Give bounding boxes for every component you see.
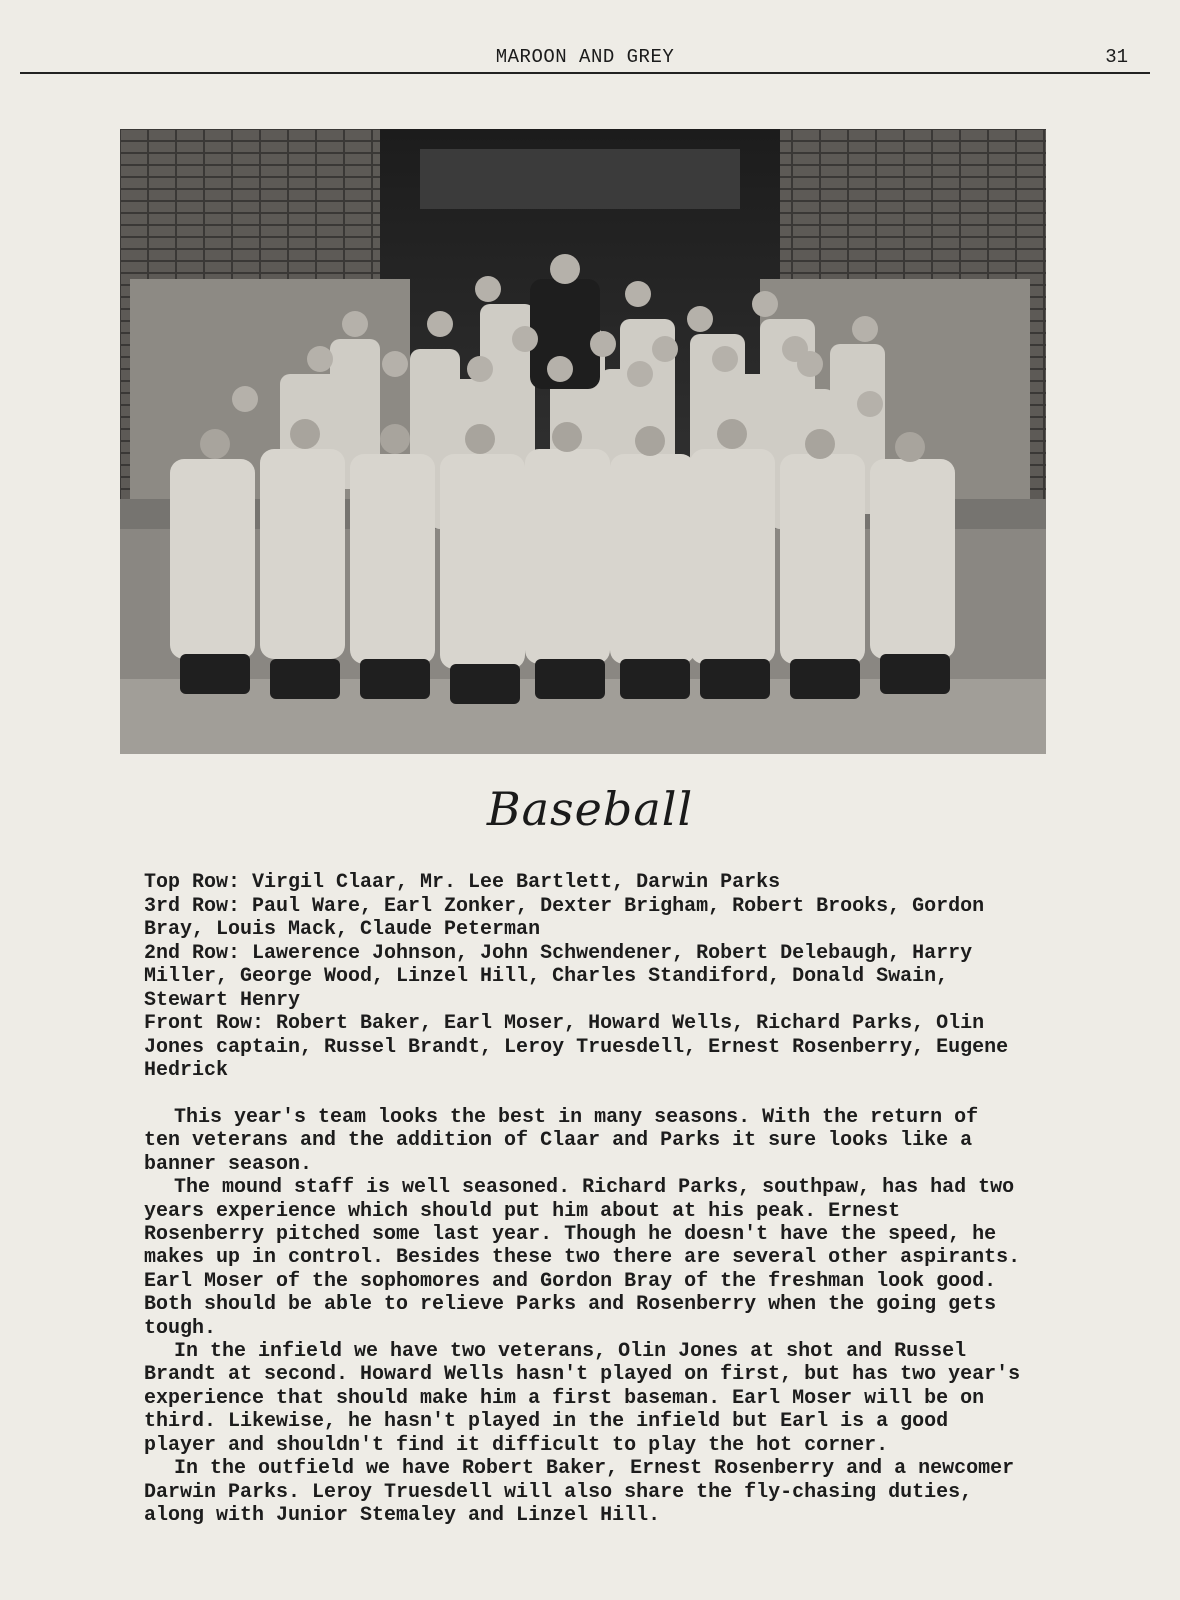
team-photo-image [120,129,1046,754]
paragraph: The mound staff is well seasoned. Richard Parks, southpaw, has had two years experience which should put him about at his peak. Ernest Rosenberry pitched some last year. Though he doesn't have the speed, he makes up in control. Besides these two there are several other aspirants. Earl Moser of the sophomores and Gordon Bray of the freshman look good. Both should be able to relieve Parks and Rosenberry when the going gets tough. [144,1176,1021,1340]
roster-second-row: 2nd Row: Lawerence Johnson, John Schwendener, Robert Delebaugh, Harry Miller, George Wood, Linzel Hill, Charles Standiford, Donald Swain, Stewart Henry [144,941,973,1012]
paragraph: In the infield we have two veterans, Olin Jones at shot and Russel Brandt at second. Howard Wells hasn't played on first, but has two year's experience that should make him a first baseman. Earl Moser will be on third. Likewise, he hasn't played in the infield but Earl is a good player and shouldn't find it difficult to play the hot corner. [144,1340,1021,1457]
section-title: Baseball [486,782,694,836]
roster-third-row: 3rd Row: Paul Ware, Earl Zonker, Dexter Brigham, Robert Brooks, Gordon Bray, Louis Mack, Claude Peterman [144,894,985,941]
running-title: MAROON AND GREY [495,46,675,68]
paragraph: This year's team looks the best in many seasons. With the return of ten veterans and the addition of Claar and Parks it sure looks like a banner season. [144,1106,979,1176]
roster-top-row: Top Row: Virgil Claar, Mr. Lee Bartlett, Darwin Parks [144,871,781,894]
roster-front-row: Front Row: Robert Baker, Earl Moser, Howard Wells, Richard Parks, Olin Jones captain, Russel Brandt, Leroy Truesdell, Ernest Rosenberry, Eugene Hedrick [144,1012,1009,1082]
roster-caption [144,871,1024,1083]
article-body [144,1106,1024,1527]
team-photo [120,129,1046,754]
page-number: 31 [1105,46,1128,68]
page-header [20,44,1150,74]
paragraph: In the outfield we have Robert Baker, Ernest Rosenberry and a newcomer Darwin Parks. Leroy Truesdell will also share the fly-chasing duties, along with Junior Stemaley and Linzel Hill. [144,1457,1015,1527]
